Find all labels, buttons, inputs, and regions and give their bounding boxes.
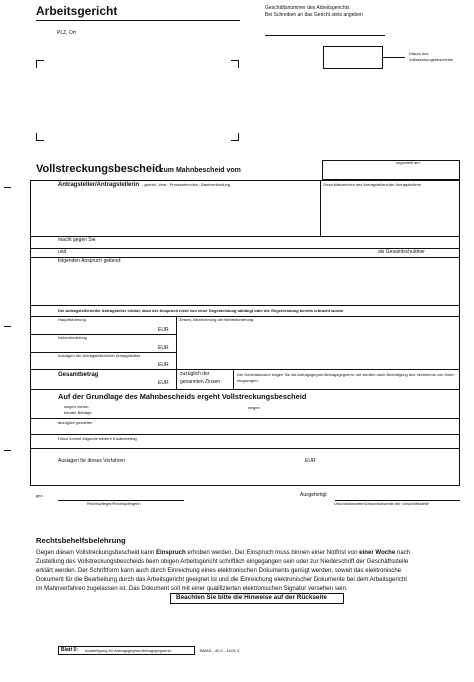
signature-caption-right: Urkundsbeamter/Urkundsbeamtin der Geschäftsstelle [334, 501, 430, 506]
and-label: und [58, 249, 67, 255]
address-corner-bl [36, 140, 44, 141]
divider-10 [30, 418, 460, 419]
joint-debtor-label: als Gesamtschuldner [378, 249, 425, 255]
address-corner-tl-v [36, 60, 37, 68]
total-currency: EUR [158, 380, 169, 386]
court-name: Arbeitsgericht [36, 4, 118, 18]
expenses-label: Auslagen der Antragstellerin/der Antragstellers [58, 353, 141, 358]
legal-p5: im Mahnverfahren zugelassen ist. Das Dokument soll mit einer qualifizierten elektronischen Signatur versehen sein. [36, 584, 348, 592]
form-code: BMAS - 40.2 - 11/01 V [200, 648, 240, 653]
proc-expenses-label: Auslagen für dieses Verfahren [58, 458, 125, 464]
main-claim-label: Hauptforderung [58, 317, 86, 322]
reference-label: Geschäftszeichen des Antragstellers/der Antragstellerin [323, 182, 422, 187]
proc-expenses-currency: EUR [305, 458, 316, 464]
divider-12 [30, 448, 460, 449]
counter-performance-notice: Die Antragstellerin/der Antragsteller erklärt, dass der Anspruch nicht von einer Gegenleistung abhängt oder die Gegenleistung bereits erbracht wurde. [58, 308, 345, 313]
applicant-hint: ; ges/tzl. Vertr.; Prozessbevollm.; Bankverbindung [142, 182, 231, 187]
expenses-currency: EUR [158, 362, 169, 368]
against-label: macht gegen Sie [58, 237, 96, 243]
costs-divider [233, 369, 234, 389]
total-label: Gesamtbetrag [58, 372, 99, 378]
case-number-hint: Bei Schreiben an das Gericht stets angeben [265, 12, 363, 18]
court-costs-note: Die Gerichtskosten tragen Sie als Antragsgegner/Antragsgegnerin; sie werden nach Beendigung des Verfahrens von Ihnen eingezogen. [237, 372, 455, 383]
reverse-side-note: Beachten Sie bitte die Hinweise auf der Rückseite [176, 594, 327, 601]
sheet-description: Ausfertigung für Antragsgegner/Antragsgegnerin [85, 648, 171, 653]
legal-p3: erklärt werden. Der Schriftform kann auch durch Einreichung eines elektronischen Dokuments genügt werden, soweit das elektronische [36, 566, 402, 574]
fold-mark-1 [4, 187, 11, 188]
form-title: Vollstreckungsbescheid [36, 163, 162, 175]
added-costs-label: Hinzu kommt folgende weitere Kostenbetrag [58, 436, 137, 441]
fold-mark-2 [4, 326, 11, 327]
served-on-label: zugestellt am: [396, 160, 421, 165]
address-corner-bl-v [36, 133, 37, 141]
prior-amounts-2: hender Beträge [64, 410, 92, 415]
legal-p1d: einer Woche [359, 549, 396, 556]
legal-p1b: Einspruch [155, 549, 186, 556]
address-corner-tl [36, 60, 44, 61]
plus-interest-1: zuzüglich der [180, 371, 210, 377]
served-on-box[interactable] [322, 160, 460, 180]
legal-p1c: erhoben werden. Der Einspruch muss binnen einer Notfrist von [185, 549, 360, 556]
applicant-label: Antragsteller/Antragstellerin [58, 182, 140, 188]
court-underline [36, 20, 240, 21]
date-label-line1: Datum des [409, 51, 429, 56]
address-corner-tr-v [238, 60, 239, 68]
divider-6 [30, 334, 176, 335]
address-corner-br-v [238, 133, 239, 141]
claim-label: folgenden Anspruch geltend: [58, 258, 122, 264]
interest-label: Zinsen, Bezeichnung der Nebenforderung [179, 317, 254, 322]
plus-interest-2: genannten Zinsen [180, 379, 221, 385]
legal-p1a: Gegen diesen Vollstreckungsbescheid kann [36, 549, 156, 556]
signed-mark: gez. [36, 493, 44, 498]
legal-p4: Dokument für die Bearbeitung durch das Arbeitsgericht geeignet ist und die Einreichung elektronischer Dokumente bei dem Arbeitsgericht [36, 575, 407, 583]
ref-divider [320, 180, 321, 236]
divider-8 [30, 369, 460, 370]
main-claim-currency: EUR [158, 327, 169, 333]
minus-paid-label: abzüglich gezahlter [58, 420, 93, 425]
amounts-divider [176, 316, 177, 389]
case-number-label: Geschäftsnummer des Arbeitsgerichts [265, 5, 350, 11]
date-box[interactable] [323, 46, 383, 69]
fold-mark-3 [4, 450, 11, 451]
side-claim-currency: EUR [158, 345, 169, 351]
prior-amounts-1: wegen vorste- [64, 404, 90, 409]
date-box-pointer [383, 57, 405, 58]
issued-label: Ausgefertigt [300, 492, 327, 498]
basis-heading: Auf der Grundlage des Mahnbescheids ergeht Vollstreckungsbescheid [58, 392, 307, 401]
divider-4 [30, 305, 460, 306]
case-number-field-line [265, 35, 385, 36]
plz-ort-label: PLZ, Ort [57, 30, 76, 36]
form-subtitle: zum Mahnbescheid vom [160, 167, 241, 174]
side-claim-label: Nebenforderung [58, 335, 87, 340]
legal-heading: Rechtsbehelfsbelehrung [36, 536, 126, 545]
divider-11 [30, 434, 460, 435]
date-label-line2: Vollstreckungsbescheids [409, 57, 453, 62]
legal-text [36, 549, 446, 594]
legal-p2: Zustellung des Vollstreckungsbescheids beim obigen Arbeitsgericht schriftlich eingegangen sein oder zur Niederschrift der Geschäftsstelle [36, 557, 409, 565]
wegen-label: wegen [248, 405, 260, 410]
sheet-label: Blatt 5: [61, 647, 78, 653]
legal-p1e: nach [395, 549, 411, 556]
signature-caption-left: Rechtspfleger/Rechtspflegerin [87, 501, 141, 506]
divider-9 [30, 389, 460, 390]
